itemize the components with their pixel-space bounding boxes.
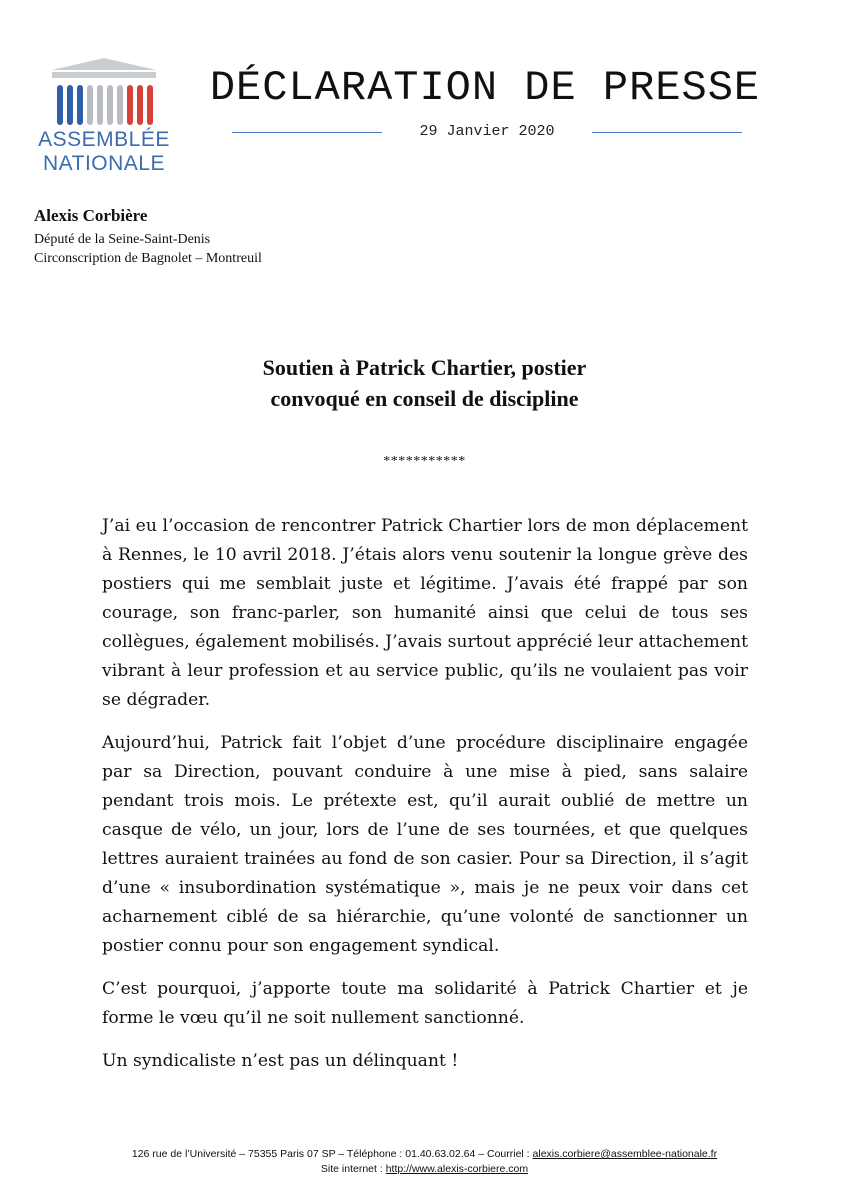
author-role-line1: Député de la Seine-Saint-Denis bbox=[34, 232, 211, 247]
section-separator: *********** bbox=[383, 454, 466, 469]
date-rule-right bbox=[592, 132, 742, 133]
hemicycle-emblem-icon bbox=[30, 56, 178, 128]
footer-website-line bbox=[0, 1162, 849, 1177]
footer bbox=[0, 1147, 849, 1177]
author-block bbox=[34, 206, 262, 268]
body-paragraph: Un syndicaliste n’est pas un délinquant ! bbox=[102, 1051, 459, 1071]
body-paragraph: J’ai eu l’occasion de rencontrer Patrick Chartier lors de mon déplacement à Rennes, le 10 avril 2018. J’étais alors venu soutenir la longue grève des postiers qui me semblait juste et légitime. J’avais été frappé par son courage, son franc-parler, son humanité ainsi que celui de tous ses collègues, également mobilisés. J’avais surtout apprécié leur attachement vibrant à leur profession et au service public, qu’ils ne voulaient pas voir se dégrader. bbox=[102, 516, 748, 710]
footer-website-label: Site internet : bbox=[320, 1163, 386, 1175]
headline-line1: Soutien à Patrick Chartier, postier bbox=[262, 355, 587, 380]
logo-text-nationale: NATIONALE bbox=[43, 152, 165, 175]
date-rule-left bbox=[232, 132, 382, 133]
author-name: Alexis Corbière bbox=[34, 206, 148, 225]
body-paragraph: Aujourd’hui, Patrick fait l’objet d’une procédure disciplinaire engagée par sa Direction, pouvant conduire à une mise à pied, sans salaire pendant trois mois. Le prétexte est, qu’il aurait oublié de mettre un casque de vélo, un jour, lors de l’une de ses tournées, et que quelques lettres auraient trainées au fond de son casier. Pour sa Direction, il s’agit d’une « insubordination systématique », mais je ne peux voir dans cet acharnement ciblé de sa hiérarchie, qu’une volonté de sanctionner un postier connu pour son engagement syndical. bbox=[102, 733, 748, 956]
logo-text-assemblee: ASSEMBLÉE bbox=[38, 128, 170, 151]
press-release-title: DÉCLARATION DE PRESSE bbox=[209, 64, 761, 112]
footer-contact-line bbox=[0, 1147, 849, 1162]
statement-body bbox=[102, 512, 748, 1090]
headline-line2: convoqué en conseil de discipline bbox=[270, 386, 579, 411]
press-release-date: 29 Janvier 2020 bbox=[419, 123, 555, 140]
headline bbox=[100, 352, 749, 414]
body-paragraph: C’est pourquoi, j’apporte toute ma solidarité à Patrick Chartier et je forme le vœu qu’il ne soit nullement sanctionné. bbox=[102, 979, 748, 1028]
email-link[interactable]: alexis.corbiere@assemblee-nationale.fr bbox=[532, 1148, 718, 1160]
footer-address: 126 rue de l’Université – 75355 Paris 07 SP – Téléphone : 01.40.63.02.64 – Courriel : bbox=[131, 1148, 533, 1160]
website-link[interactable]: http://www.alexis-corbiere.com bbox=[385, 1163, 529, 1175]
author-role-line2: Circonscription de Bagnolet – Montreuil bbox=[34, 251, 262, 266]
assemblee-nationale-logo bbox=[30, 56, 178, 176]
